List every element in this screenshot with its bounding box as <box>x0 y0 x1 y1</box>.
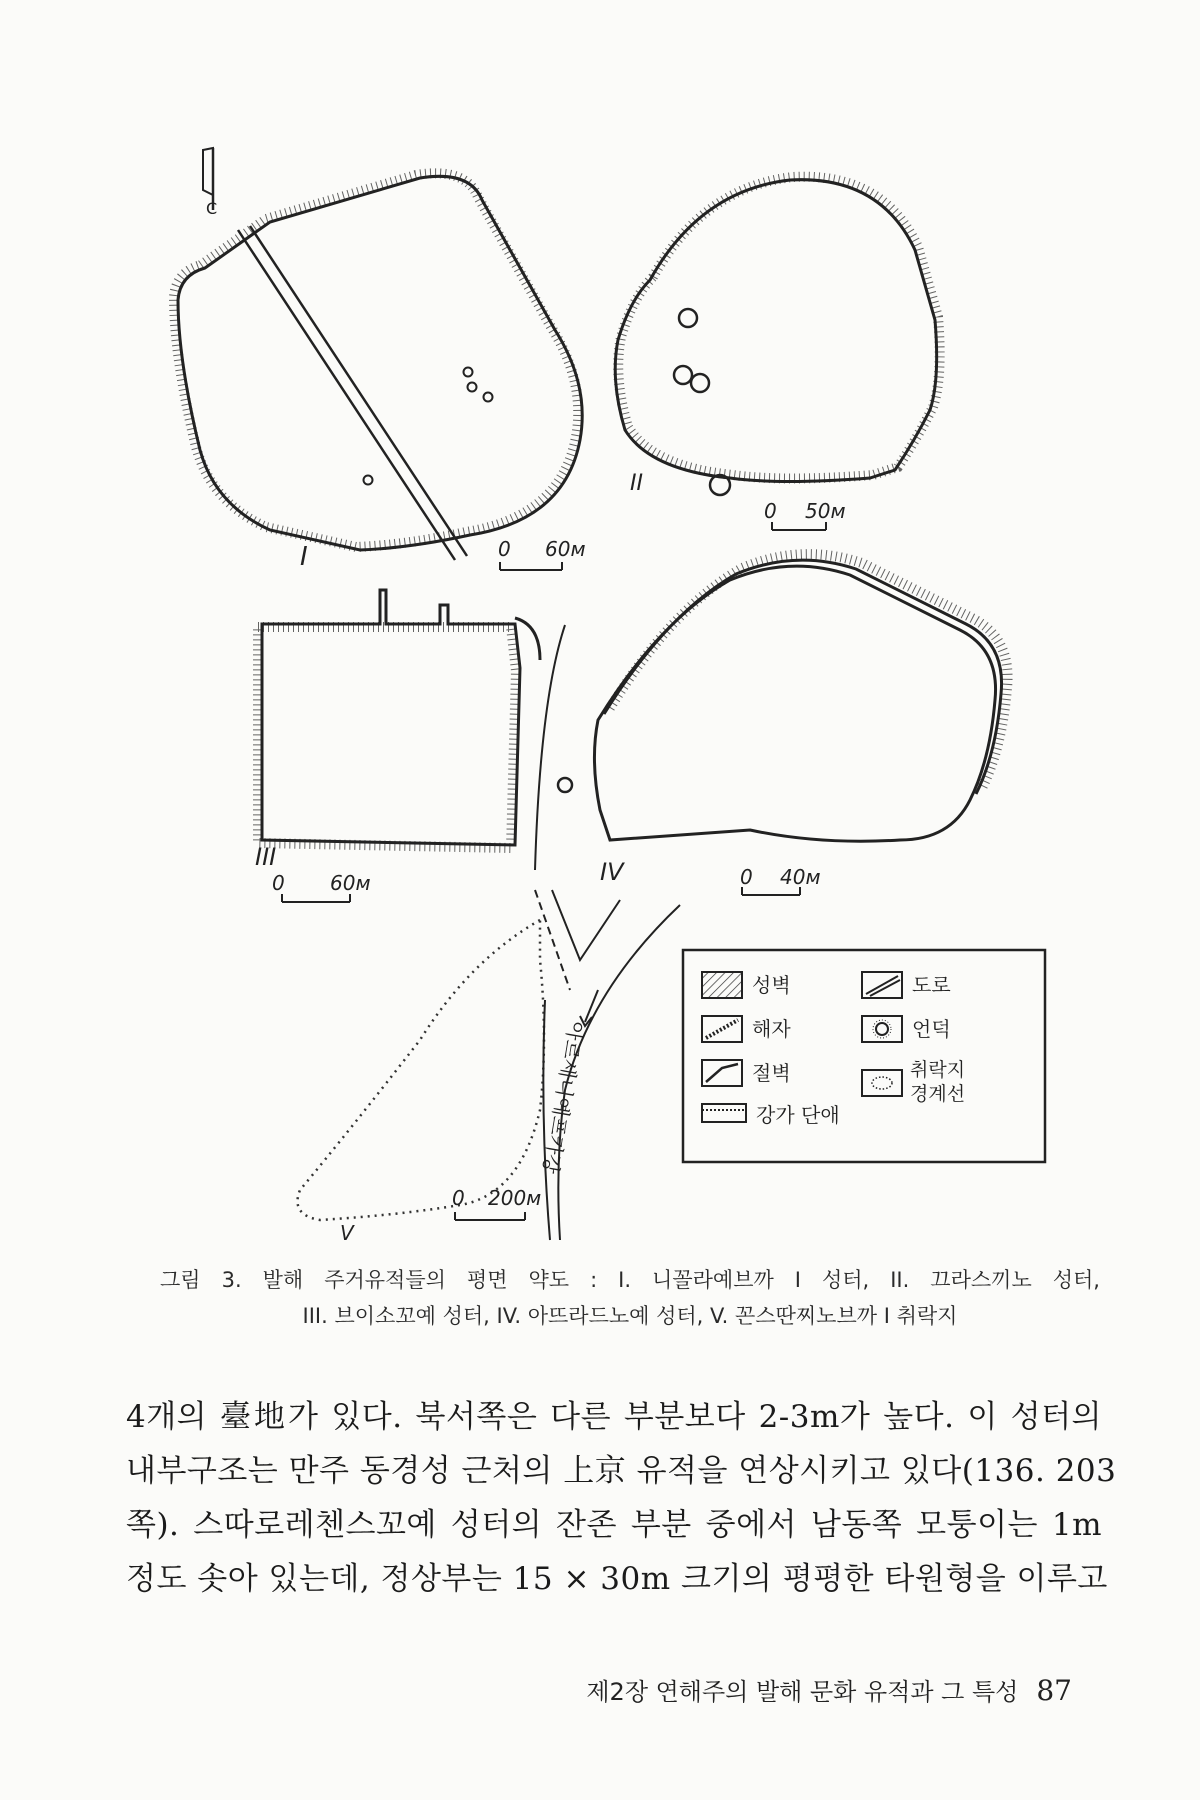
page-number: 87 <box>1036 1674 1072 1707</box>
legend-label-settlement-boundary-wrap <box>910 1058 1030 1118</box>
road-icon <box>862 972 902 998</box>
figure-caption <box>160 1262 1100 1334</box>
plan-II <box>615 177 939 530</box>
plan-I-scale-label: 60м <box>545 537 586 561</box>
river-label: 아르세니예프카강 <box>538 1019 589 1176</box>
cliff-icon <box>702 1060 742 1086</box>
body-line: 정도 솟아 있는데, 정상부는 15 × 30m 크기의 평평한 타원형을 이루고 <box>126 1561 1108 1597</box>
running-title: 제2장 연해주의 발해 문화 유적과 그 특성 <box>586 1678 1019 1706</box>
plan-III-scale-bar <box>272 871 371 902</box>
plan-III-numeral: III <box>255 843 277 871</box>
legend-label-wall: 성벽 <box>752 973 791 997</box>
plan-III <box>255 590 565 902</box>
plan-V-scale-zero: 0 <box>452 1186 465 1210</box>
caption-line-2: III. 브이소꼬예 성터, IV. 아뜨라드노예 성터, V. 꼰스딴찌노브까 I 취락지 <box>302 1304 958 1328</box>
body-line: 쪽). 스따로레첸스꼬예 성터의 잔존 부분 중에서 남동쪽 모퉁이는 1m <box>126 1507 1102 1543</box>
plan-IV-scale-bar <box>740 865 821 895</box>
plan-II-scale-label: 50м <box>805 499 846 523</box>
legend-label-mound: 언덕 <box>912 1017 951 1041</box>
plan-IV <box>558 554 1008 895</box>
moat-icon <box>702 1016 742 1042</box>
plan-II-scale-bar <box>764 499 846 530</box>
legend-label-settlement-boundary: 취락지 경계선 <box>910 1059 966 1105</box>
body-line: 내부구조는 만주 동경성 근처의 上京 유적을 연상시키고 있다(136. 203 <box>126 1453 1117 1489</box>
mound-icon <box>862 1016 902 1042</box>
plan-II-numeral: II <box>630 471 643 496</box>
plan-IV-scale-zero: 0 <box>740 865 753 889</box>
plan-V-scale-label: 200м <box>488 1186 542 1210</box>
legend <box>683 950 1045 1162</box>
plan-V-numeral: V <box>340 1221 354 1245</box>
body-paragraph <box>126 1390 1117 1606</box>
caption-line-1: 그림 3. 발해 주거유적들의 평면 약도 : I. 니꼴라예브까 I 성터, II. 끄라스끼노 성터, <box>160 1268 1100 1292</box>
plan-I-scale-bar <box>498 537 586 570</box>
plan-I-numeral: I <box>300 542 308 572</box>
legend-label-moat: 해자 <box>752 1017 791 1041</box>
legend-label-cliff: 절벽 <box>752 1061 791 1085</box>
plan-II-scale-zero: 0 <box>764 499 777 523</box>
plan-IV-numeral: IV <box>600 858 624 886</box>
legend-label-river-bank: 강가 단애 <box>756 1103 840 1127</box>
north-arrow-icon <box>203 148 217 218</box>
north-label: С <box>206 199 218 218</box>
plan-IV-scale-label: 40м <box>780 865 821 889</box>
plan-I-scale-zero: 0 <box>498 537 511 561</box>
body-line: 4개의 臺地가 있다. 북서쪽은 다른 부분보다 2-3m가 높다. 이 성터의 <box>126 1399 1102 1435</box>
plan-III-scale-zero: 0 <box>272 871 285 895</box>
river-bank-icon <box>702 1104 746 1122</box>
legend-label-road: 도로 <box>912 973 951 997</box>
page-footer <box>586 1672 1072 1707</box>
plan-V <box>298 890 681 1245</box>
plan-I <box>174 173 586 572</box>
settlement-boundary-icon <box>862 1070 902 1096</box>
wall-icon <box>702 972 742 998</box>
plan-III-scale-label: 60м <box>330 871 371 895</box>
